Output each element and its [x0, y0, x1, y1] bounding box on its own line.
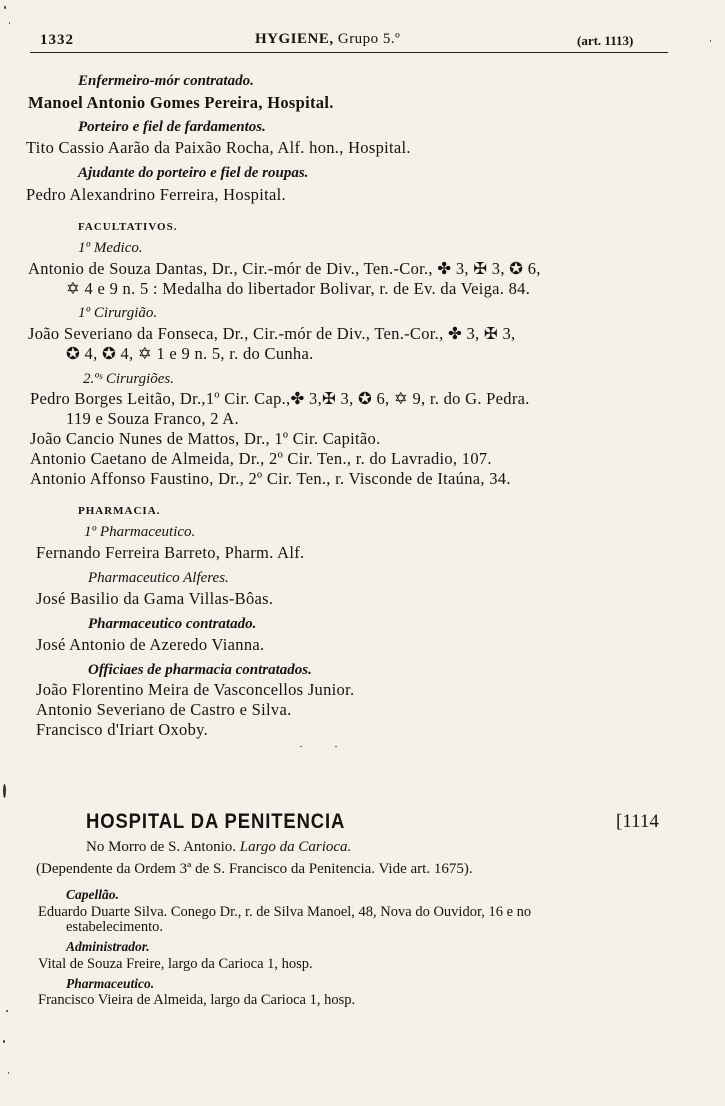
running-title: [255, 32, 400, 47]
role-heading: Porteiro e fiel de fardamentos.: [78, 119, 266, 135]
role-heading: 2.ºˢ Cirurgiões.: [83, 371, 175, 387]
section-title: HOSPITAL DA PENITENCIA: [86, 810, 346, 833]
role-heading: 1º Pharmaceutico.: [84, 524, 196, 540]
staff-entry: Manoel Antonio Gomes Pereira, Hospital.: [28, 93, 334, 112]
location-italic: Largo da Carioca.: [239, 839, 352, 855]
scan-speck: [335, 746, 337, 747]
running-title-text: HYGIENE,: [255, 31, 334, 47]
staff-entry: João Cancio Nunes de Mattos, Dr., 1º Cir. Capitão.: [30, 429, 381, 448]
scan-speck: [3, 784, 6, 798]
role-heading: Enfermeiro-mór contratado.: [78, 73, 254, 89]
scan-speck: [6, 1010, 8, 1012]
role-heading: Officiaes de pharmacia contratados.: [88, 662, 312, 678]
role-heading: Pharmaceutico.: [66, 976, 155, 991]
staff-entry: Tito Cassio Aarão da Paixão Rocha, Alf. hon., Hospital.: [26, 138, 411, 157]
section-caption: PHARMACIA.: [78, 505, 161, 517]
scan-speck: [4, 6, 6, 9]
staff-entry-continuation: ✪ 4, ✪ 4, ✡ 1 e 9 n. 5, r. do Cunha.: [66, 344, 314, 363]
scan-speck: [3, 1040, 5, 1043]
role-heading: Administrador.: [66, 939, 150, 954]
staff-entry: José Antonio de Azeredo Vianna.: [36, 635, 265, 654]
staff-entry: João Severiano da Fonseca, Dr., Cir.-mór de Div., Ten.-Cor., ✤ 3, ✠ 3,: [28, 324, 516, 343]
scan-speck: [300, 746, 302, 747]
article-number: [1114: [616, 811, 659, 832]
section-caption: FACULTATIVOS.: [78, 221, 178, 233]
staff-entry: Pedro Alexandrino Ferreira, Hospital.: [26, 185, 286, 204]
role-heading: Pharmaceutico contratado.: [88, 616, 257, 632]
scan-speck: [9, 22, 10, 24]
page-number: 1332: [40, 32, 74, 48]
dependency-note: (Dependente da Ordem 3ª de S. Francisco da Penitencia. Vide art. 1675).: [36, 861, 473, 877]
staff-entry: Antonio Affonso Faustino, Dr., 2º Cir. Ten., r. Visconde de Itaúna, 34.: [30, 469, 511, 488]
role-heading: Capellão.: [66, 887, 119, 902]
staff-entry: Francisco d'Iriart Oxoby.: [36, 720, 209, 739]
staff-entry: Antonio de Souza Dantas, Dr., Cir.-mór de Div., Ten.-Cor., ✤ 3, ✠ 3, ✪ 6,: [28, 259, 541, 278]
hospital-location: [86, 840, 351, 855]
scan-speck: [710, 40, 711, 42]
article-reference: (art. 1113): [577, 33, 634, 48]
staff-entry: José Basilio da Gama Villas-Bôas.: [36, 589, 274, 608]
staff-entry-continuation: estabelecimento.: [66, 919, 164, 935]
role-heading: Pharmaceutico Alferes.: [88, 570, 229, 586]
location-text: No Morro de S. Antonio.: [86, 839, 236, 855]
staff-entry: Vital de Souza Freire, largo da Carioca 1, hosp.: [38, 956, 313, 972]
role-heading: Ajudante do porteiro e fiel de roupas.: [78, 165, 309, 181]
header-rule: [30, 52, 668, 53]
scan-speck: [8, 1072, 9, 1074]
role-heading: 1º Cirurgião.: [78, 305, 158, 321]
group-label: Grupo 5.º: [337, 31, 401, 47]
staff-entry: Francisco Vieira de Almeida, largo da Carioca 1, hosp.: [38, 992, 356, 1008]
staff-entry: Fernando Ferreira Barreto, Pharm. Alf.: [36, 543, 305, 562]
staff-entry-continuation: ✡ 4 e 9 n. 5 : Medalha do libertador Bolivar, r. de Ev. da Veiga. 84.: [66, 279, 531, 298]
staff-entry: João Florentino Meira de Vasconcellos Junior.: [36, 680, 355, 699]
staff-entry: Antonio Severiano de Castro e Silva.: [36, 700, 292, 719]
role-heading: 1º Medico.: [78, 240, 143, 256]
staff-entry: Antonio Caetano de Almeida, Dr., 2º Cir. Ten., r. do Lavradio, 107.: [30, 449, 492, 468]
staff-entry: Eduardo Duarte Silva. Conego Dr., r. de Silva Manoel, 48, Nova do Ouvidor, 16 e no: [38, 904, 532, 920]
staff-entry: Pedro Borges Leitão, Dr.,1º Cir. Cap.,✤ 3,✠ 3, ✪ 6, ✡ 9, r. do G. Pedra.: [30, 389, 530, 408]
staff-entry-continuation: 119 e Souza Franco, 2 A.: [66, 409, 239, 428]
